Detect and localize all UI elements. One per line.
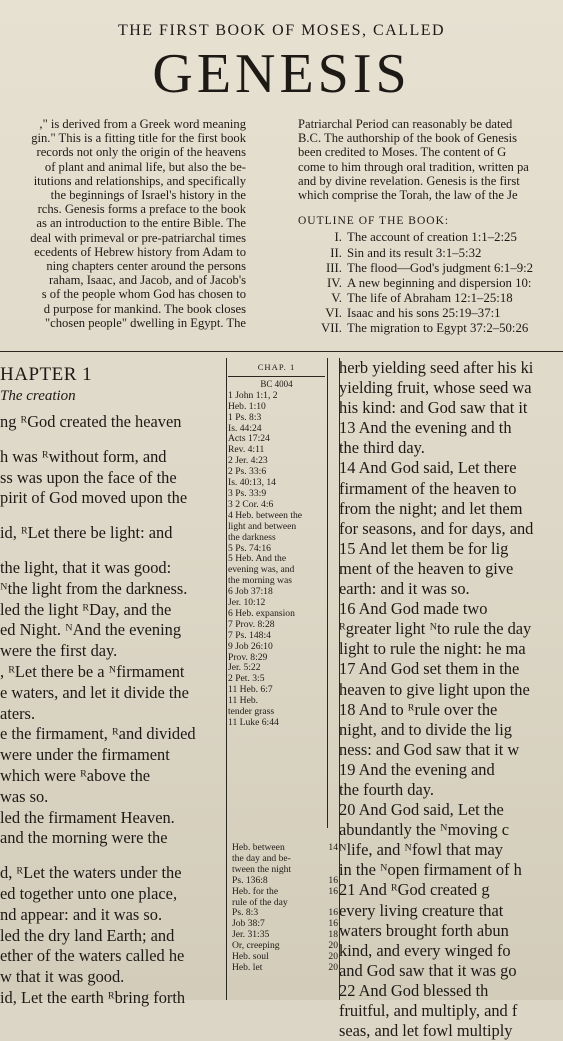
verse-line: 14 And God said, Let there xyxy=(339,458,517,478)
intro-line: Patriarchal Period can reasonably be dated xyxy=(298,117,513,131)
scripture-column-right xyxy=(339,358,563,1041)
intro-line: itutions and relationships, and specifically xyxy=(33,173,246,188)
reference-line: Is. 44:24 xyxy=(228,422,262,434)
verse-line: waters brought forth abun xyxy=(339,920,509,940)
column-divider-right xyxy=(327,358,328,828)
verse-line: his kind: and God saw that it xyxy=(339,398,528,418)
verse-line xyxy=(0,433,218,447)
reference-line: 2 Jer. 4:23 xyxy=(228,455,268,467)
reference-line: 2 Ps. 33:6 xyxy=(228,466,267,478)
outline-item-number: II. xyxy=(330,245,342,260)
book-title: GENESIS xyxy=(152,43,411,105)
verse-line: light to rule the night: he ma xyxy=(339,639,526,659)
verse-line: firmament of the heaven to xyxy=(339,478,517,498)
verse-line: earth: and it was so. xyxy=(339,579,470,599)
intro-line: rchs. Genesis forms a preface to the book xyxy=(37,202,246,217)
reference-verse: 14 xyxy=(328,842,338,853)
intro-line: ," is derived from a Greek word meaning xyxy=(39,117,246,131)
verse-line: led the dry land Earth; and xyxy=(0,925,175,945)
intro-line: "chosen people" dwelling in Egypt. The xyxy=(44,315,246,330)
introduction-left xyxy=(0,117,246,337)
verse-line: 19 And the evening and xyxy=(339,759,495,779)
verse-line: e waters, and let it divide the xyxy=(0,682,189,702)
reference-text: Ps. 8:3 xyxy=(232,907,259,919)
intro-line: B.C. The authorship of the book of Genesis xyxy=(298,131,518,146)
reference-verse: 20 xyxy=(328,961,338,973)
outline-item xyxy=(298,306,563,321)
reference-line: 7 Ps. 148:4 xyxy=(228,629,271,641)
intro-line: which comprise the Torah, the law of the Je xyxy=(298,188,518,203)
reference-text: rule of the day xyxy=(232,896,288,908)
verse-line: e the firmament, ᴿand divided xyxy=(0,724,196,744)
reference-verse: 18 xyxy=(328,929,338,941)
outline-item-text: The migration to Egypt 37:2–50:26 xyxy=(347,320,529,335)
verse-line: id, Let the earth ᴿbring forth xyxy=(0,987,186,1007)
reference-line: 5 Ps. 74:16 xyxy=(228,542,271,554)
outline-item-text: A new beginning and dispersion 10: xyxy=(347,275,532,290)
verse-line: led the firmament Heaven. xyxy=(0,807,175,827)
reference-line: 6 Job 37:18 xyxy=(228,586,273,598)
reference-verse: 20 xyxy=(328,951,338,963)
reference-text: Job 38:7 xyxy=(232,918,265,930)
intro-line: as an introduction to the entire Bible. The xyxy=(36,216,246,231)
reference-text: Heb. for the xyxy=(232,885,279,897)
verse-line: seas, and let fowl multiply xyxy=(339,1021,513,1041)
verse-line: ment of the heaven to give xyxy=(339,558,514,578)
reference-text: Ps. 136:8 xyxy=(232,874,268,886)
verse-line xyxy=(0,849,218,863)
reference-line: 7 Prov. 8:28 xyxy=(228,618,275,630)
verse-line: ed together unto one place, xyxy=(0,883,178,903)
verse-line: every living creature that xyxy=(339,900,504,920)
outline-item-number: V. xyxy=(331,290,342,305)
reference-text: Or, creeping xyxy=(232,940,280,952)
outline-item-text: The account of creation 1:1–2:25 xyxy=(347,230,517,245)
verse-line: 17 And God set them in the xyxy=(339,659,520,679)
reference-line: Rev. 4:11 xyxy=(228,444,265,456)
intro-line: records not only the origin of the heavens xyxy=(36,145,246,160)
intro-line: the beginnings of Israel's history in the xyxy=(50,188,246,203)
outline-item-number: III. xyxy=(326,260,342,275)
verse-line: aters. xyxy=(0,703,36,723)
reference-text: Heb. between xyxy=(232,842,285,853)
chapter-heading: HAPTER 1 xyxy=(0,364,93,385)
reference-line: 2 Pet. 3:5 xyxy=(228,673,265,685)
verse-line: w that it was good. xyxy=(0,967,125,987)
verse-line: led the light ᴿDay, and the xyxy=(0,599,172,619)
verse-line: were the first day. xyxy=(0,641,118,661)
verse-line: fruitful, and multiply, and f xyxy=(339,1001,518,1020)
reference-line: 3 2 Cor. 4:6 xyxy=(228,498,274,510)
verse-line: ed Night. ᴺAnd the evening xyxy=(0,620,182,640)
outline-item xyxy=(298,230,563,245)
outline-item xyxy=(298,291,563,306)
intro-line: and by divine revelation. Genesis is the first xyxy=(298,173,520,188)
reference-line xyxy=(232,876,338,887)
cross-reference-lower xyxy=(232,843,338,1000)
verse-line: night, and to divide the lig xyxy=(339,719,512,739)
reference-text: tween the night xyxy=(232,863,292,875)
book-subtitle: THE FIRST BOOK OF MOSES, CALLED xyxy=(117,22,446,39)
outline-item-number: I. xyxy=(334,230,342,245)
intro-line: d purpose for mankind. The book closes xyxy=(43,301,246,316)
verse-line: herb yielding seed after his ki xyxy=(339,358,534,377)
reference-line: 6 Heb. expansion xyxy=(228,607,295,619)
reference-line: 1 John 1:1, 2 xyxy=(228,389,278,401)
verse-line: heaven to give light upon the xyxy=(339,679,530,699)
verse-line: d, ᴿLet the waters under the xyxy=(0,863,182,883)
reference-verse: 16 xyxy=(328,874,338,886)
verse-line: were under the firmament xyxy=(0,745,170,765)
intro-line: been credited to Moses. The content of G xyxy=(298,145,507,160)
verse-line: was so. xyxy=(0,786,49,806)
reference-text: Heb. let xyxy=(232,961,263,973)
reference-verse: 20 xyxy=(328,940,338,952)
verse-line: for seasons, and for days, and xyxy=(339,518,534,538)
verse-line: h was ᴿwithout form, and xyxy=(0,446,167,466)
verse-line: , ᴿLet there be a ᴺfirmament xyxy=(0,661,185,681)
verse-line: ᴿgreater light ᴺto rule the day xyxy=(339,619,532,639)
reference-line: 1 Ps. 8:3 xyxy=(228,411,262,423)
reference-line: the darkness xyxy=(228,531,276,543)
reference-line: 4 Heb. between the xyxy=(228,509,303,521)
verse-line: ness: and God saw that it w xyxy=(339,739,520,759)
reference-line: Jer. 10:12 xyxy=(228,597,266,609)
verse-line: yielding fruit, whose seed wa xyxy=(339,378,532,398)
intro-line: of plant and animal life, but also the be- xyxy=(44,159,246,174)
verse-line: pirit of God moved upon the xyxy=(0,488,188,508)
outline-item xyxy=(298,321,563,336)
section-heading: The creation xyxy=(0,388,76,404)
verse-line: the third day. xyxy=(339,438,425,458)
outline-item xyxy=(298,246,563,261)
scripture-column-left xyxy=(0,358,218,1007)
verse-line: 21 And ᴿGod created g xyxy=(339,880,490,900)
verse-line: kind, and every winged fo xyxy=(339,940,511,960)
verse-line: ss was upon the face of the xyxy=(0,467,177,487)
reference-text: the day and be- xyxy=(232,852,291,864)
column-divider-left xyxy=(226,358,227,1000)
verse-line: abundantly the ᴺmoving c xyxy=(339,820,510,840)
refs-date-label: BC 4004 xyxy=(260,378,293,389)
reference-line: the morning was xyxy=(228,575,292,587)
reference-line: tender grass xyxy=(228,706,275,718)
outline-item-number: VI. xyxy=(325,305,342,320)
verse-line: which were ᴿabove the xyxy=(0,765,151,785)
verse-line: ng ᴿGod created the heaven xyxy=(0,412,182,431)
verse-line: from the night; and let them xyxy=(339,498,523,518)
reference-verse: 16 xyxy=(328,907,338,919)
verse-line: 15 And let them be for lig xyxy=(339,538,509,558)
verse-line xyxy=(0,509,218,523)
intro-line: s of the people whom God has chosen to xyxy=(41,287,246,302)
intro-line: ning chapters center around the persons xyxy=(46,259,246,274)
verse-line: and God saw that it was go xyxy=(339,960,517,980)
intro-line: ecedents of Hebrew history from Adam to xyxy=(34,244,246,259)
reference-line: Jer. 5:22 xyxy=(228,662,261,674)
outline-item-text: Sin and its result 3:1–5:32 xyxy=(347,245,482,260)
outline-item-number: IV. xyxy=(326,275,342,290)
outline-list xyxy=(298,230,563,336)
reference-line: 3 Ps. 33:9 xyxy=(228,487,267,499)
verse-line: in the ᴺopen firmament of h xyxy=(339,860,522,880)
intro-line: gin." This is a fitting title for the first book xyxy=(31,131,246,146)
reference-text: Jer. 31:35 xyxy=(232,929,270,941)
reference-line: light and between xyxy=(228,520,297,532)
verse-line: ᴺlife, and ᴺfowl that may xyxy=(339,840,503,860)
verse-line: 18 And to ᴿrule over the xyxy=(339,699,498,719)
verse-line: id, ᴿLet there be light: and xyxy=(0,523,173,543)
reference-line xyxy=(232,963,338,974)
outline-item-text: The life of Abraham 12:1–25:18 xyxy=(347,290,513,305)
verse-line xyxy=(0,544,218,558)
reference-line: Prov. 8:29 xyxy=(228,651,268,663)
refs-chapter-label: CHAP. 1 xyxy=(228,362,325,377)
reference-line: 9 Job 26:10 xyxy=(228,640,273,652)
intro-line: raham, Isaac, and Jacob, and of Jacob's xyxy=(48,273,246,288)
verse-line: the light, that it was good: xyxy=(0,557,172,577)
reference-line: 11 Heb. 6:7 xyxy=(228,684,273,696)
verse-line: 20 And God said, Let the xyxy=(339,800,504,820)
outline-item-text: The flood—God's judgment 6:1–9:2 xyxy=(347,260,534,275)
reference-verse: 16 xyxy=(328,885,338,897)
outline-item-text: Isaac and his sons 25:19–37:1 xyxy=(347,305,501,320)
header-divider xyxy=(0,351,563,352)
verse-line: 22 And God blessed th xyxy=(339,980,489,1000)
reference-line: 11 Heb. xyxy=(228,695,259,707)
reference-line: evening was, and xyxy=(228,564,295,576)
reference-line: Is. 40:13, 14 xyxy=(228,477,276,489)
outline-item xyxy=(298,276,563,291)
outline-item xyxy=(298,261,563,276)
introduction-right xyxy=(298,117,563,336)
reference-line: Acts 17:24 xyxy=(228,433,270,445)
intro-line: come to him through oral tradition, written pa xyxy=(298,159,529,174)
verse-line: 13 And the evening and th xyxy=(339,418,512,438)
verse-line: ether of the waters called he xyxy=(0,946,185,966)
reference-line: Heb. 1:10 xyxy=(228,400,266,412)
verse-line: and the morning were the xyxy=(0,828,168,848)
verse-line: the fourth day. xyxy=(339,779,434,799)
intro-line: deal with primeval or pre-patriarchal times xyxy=(30,230,246,245)
verse-line: nd appear: and it was so. xyxy=(0,904,163,924)
reference-verse: 16 xyxy=(328,918,338,930)
reference-text: Heb. soul xyxy=(232,951,269,963)
verse-line: ᴺthe light from the darkness. xyxy=(0,578,188,598)
verse-line: 16 And God made two xyxy=(339,599,488,619)
reference-line: 11 Luke 6:44 xyxy=(228,717,279,728)
reference-line: 5 Heb. And the xyxy=(228,553,287,565)
reference-line xyxy=(232,887,338,898)
outline-item-number: VII. xyxy=(321,320,342,335)
outline-title: OUTLINE OF THE BOOK: xyxy=(298,215,450,228)
